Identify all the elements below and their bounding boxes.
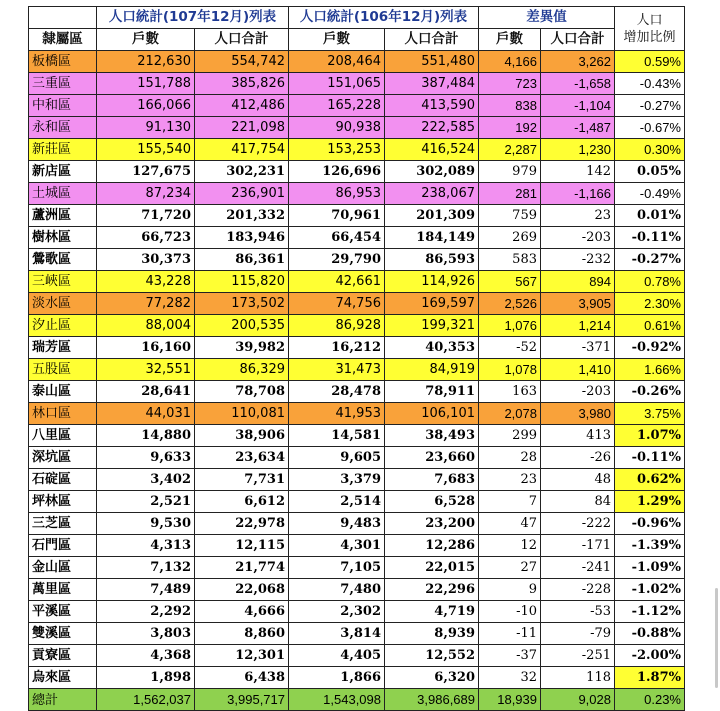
cell-households-diff: 27 [479, 557, 541, 579]
cell-population-106: 201,309 [385, 205, 479, 227]
cell-pct: -1.39% [615, 535, 685, 557]
cell-population-106: 8,939 [385, 623, 479, 645]
cell-population-diff: -1,104 [541, 95, 615, 117]
cell-households-106: 3,814 [289, 623, 385, 645]
total-population-107: 3,995,717 [195, 689, 289, 711]
header-group-106: 人口統計(106年12月)列表 [289, 7, 479, 29]
table-row [29, 161, 685, 183]
cell-pct: 0.05% [615, 161, 685, 183]
cell-population-107: 115,820 [195, 271, 289, 293]
cell-population-107: 8,860 [195, 623, 289, 645]
cell-households-107: 4,313 [97, 535, 195, 557]
cell-population-107: 38,906 [195, 425, 289, 447]
table-row [29, 293, 685, 315]
cell-population-107: 86,329 [195, 359, 289, 381]
cell-population-106: 78,911 [385, 381, 479, 403]
cell-households-107: 1,898 [97, 667, 195, 689]
cell-population-107: 22,978 [195, 513, 289, 535]
cell-pct: -1.12% [615, 601, 685, 623]
cell-households-diff: 2,287 [479, 139, 541, 161]
cell-population-107: 6,438 [195, 667, 289, 689]
cell-population-diff: -228 [541, 579, 615, 601]
cell-households-106: 66,454 [289, 227, 385, 249]
table-row [29, 117, 685, 139]
cell-population-106: 86,593 [385, 249, 479, 271]
cell-households-106: 9,605 [289, 447, 385, 469]
cell-population-diff: -1,487 [541, 117, 615, 139]
cell-households-107: 43,228 [97, 271, 195, 293]
cell-population-diff: -1,658 [541, 73, 615, 95]
table-row [29, 271, 685, 293]
population-table [28, 6, 685, 711]
header-households-107: 戶數 [97, 29, 195, 51]
cell-district: 淡水區 [29, 293, 97, 315]
cell-district: 蘆洲區 [29, 205, 97, 227]
cell-population-107: 7,731 [195, 469, 289, 491]
cell-pct: 1.07% [615, 425, 685, 447]
cell-district: 石門區 [29, 535, 97, 557]
cell-households-107: 9,530 [97, 513, 195, 535]
cell-pct: 1.29% [615, 491, 685, 513]
cell-pct: 0.61% [615, 315, 685, 337]
cell-population-diff: 1,230 [541, 139, 615, 161]
header-district: 隸屬區 [29, 29, 97, 51]
cell-district: 林口區 [29, 403, 97, 425]
cell-district: 三芝區 [29, 513, 97, 535]
cell-population-107: 200,535 [195, 315, 289, 337]
table-row [29, 249, 685, 271]
cell-pct: -0.27% [615, 95, 685, 117]
table-body [29, 51, 685, 689]
cell-population-diff: -241 [541, 557, 615, 579]
cell-population-106: 7,683 [385, 469, 479, 491]
cell-pct: 0.78% [615, 271, 685, 293]
cell-households-diff: 723 [479, 73, 541, 95]
cell-households-diff: 567 [479, 271, 541, 293]
cell-households-diff: 12 [479, 535, 541, 557]
cell-population-diff: -203 [541, 227, 615, 249]
cell-pct: -1.02% [615, 579, 685, 601]
cell-households-107: 32,551 [97, 359, 195, 381]
cell-population-107: 12,301 [195, 645, 289, 667]
table-row [29, 73, 685, 95]
cell-pct: -1.09% [615, 557, 685, 579]
table-row [29, 95, 685, 117]
cell-district: 中和區 [29, 95, 97, 117]
cell-pct: -0.11% [615, 227, 685, 249]
cell-households-diff: 759 [479, 205, 541, 227]
cell-households-107: 9,633 [97, 447, 195, 469]
cell-households-107: 87,234 [97, 183, 195, 205]
table-row [29, 337, 685, 359]
cell-households-diff: 1,076 [479, 315, 541, 337]
cell-households-106: 86,928 [289, 315, 385, 337]
cell-households-106: 1,866 [289, 667, 385, 689]
table-row [29, 227, 685, 249]
cell-households-diff: 163 [479, 381, 541, 403]
cell-households-107: 71,720 [97, 205, 195, 227]
cell-households-106: 70,961 [289, 205, 385, 227]
cell-district: 八里區 [29, 425, 97, 447]
cell-households-106: 28,478 [289, 381, 385, 403]
cell-households-diff: 838 [479, 95, 541, 117]
cell-population-106: 413,590 [385, 95, 479, 117]
cell-district: 平溪區 [29, 601, 97, 623]
cell-pct: -0.96% [615, 513, 685, 535]
cell-district: 樹林區 [29, 227, 97, 249]
cell-population-107: 417,754 [195, 139, 289, 161]
cell-population-diff: -53 [541, 601, 615, 623]
cell-district: 三重區 [29, 73, 97, 95]
cell-population-107: 23,634 [195, 447, 289, 469]
cell-population-106: 84,919 [385, 359, 479, 381]
cell-population-diff: -79 [541, 623, 615, 645]
cell-pct: -0.88% [615, 623, 685, 645]
cell-households-diff: 23 [479, 469, 541, 491]
cell-households-107: 7,132 [97, 557, 195, 579]
cell-households-106: 153,253 [289, 139, 385, 161]
cell-households-diff: 269 [479, 227, 541, 249]
cell-district: 永和區 [29, 117, 97, 139]
table-row [29, 183, 685, 205]
cell-population-diff: -203 [541, 381, 615, 403]
cell-population-diff: -371 [541, 337, 615, 359]
cell-population-106: 199,321 [385, 315, 479, 337]
cell-households-107: 28,641 [97, 381, 195, 403]
total-households-diff: 18,939 [479, 689, 541, 711]
header-population-107: 人口合計 [195, 29, 289, 51]
cell-households-106: 4,301 [289, 535, 385, 557]
cell-households-diff: -10 [479, 601, 541, 623]
cell-households-106: 74,756 [289, 293, 385, 315]
cell-population-106: 12,286 [385, 535, 479, 557]
cell-households-diff: 299 [479, 425, 541, 447]
cell-households-107: 88,004 [97, 315, 195, 337]
cell-pct: 0.59% [615, 51, 685, 73]
cell-pct: 3.75% [615, 403, 685, 425]
cell-population-107: 39,982 [195, 337, 289, 359]
cell-households-106: 9,483 [289, 513, 385, 535]
cell-population-diff: -26 [541, 447, 615, 469]
cell-pct: -0.43% [615, 73, 685, 95]
cell-households-107: 7,489 [97, 579, 195, 601]
cell-district: 三峽區 [29, 271, 97, 293]
cell-population-106: 40,353 [385, 337, 479, 359]
cell-population-107: 78,708 [195, 381, 289, 403]
table-row [29, 359, 685, 381]
cell-households-107: 44,031 [97, 403, 195, 425]
total-district: 總計 [29, 689, 97, 711]
cell-population-107: 385,826 [195, 73, 289, 95]
cell-district: 新莊區 [29, 139, 97, 161]
cell-population-106: 4,719 [385, 601, 479, 623]
cell-population-106: 222,585 [385, 117, 479, 139]
cell-population-107: 6,612 [195, 491, 289, 513]
cell-district: 泰山區 [29, 381, 97, 403]
cell-population-106: 23,200 [385, 513, 479, 535]
cell-population-107: 21,774 [195, 557, 289, 579]
total-pct: 0.23% [615, 689, 685, 711]
cell-households-106: 86,953 [289, 183, 385, 205]
header-group-107: 人口統計(107年12月)列表 [97, 7, 289, 29]
header-pct-line1: 人口 [636, 12, 663, 28]
cell-district: 瑞芳區 [29, 337, 97, 359]
cell-population-106: 38,493 [385, 425, 479, 447]
cell-population-107: 302,231 [195, 161, 289, 183]
header-population-106: 人口合計 [385, 29, 479, 51]
cell-district: 深坑區 [29, 447, 97, 469]
cell-population-106: 12,552 [385, 645, 479, 667]
cell-households-diff: 9 [479, 579, 541, 601]
cell-population-107: 86,361 [195, 249, 289, 271]
cell-households-107: 212,630 [97, 51, 195, 73]
cell-population-107: 236,901 [195, 183, 289, 205]
cell-population-diff: 894 [541, 271, 615, 293]
cell-population-107: 22,068 [195, 579, 289, 601]
cell-pct: 0.62% [615, 469, 685, 491]
cell-households-diff: 583 [479, 249, 541, 271]
table-row [29, 315, 685, 337]
cell-population-107: 110,081 [195, 403, 289, 425]
cell-households-106: 3,379 [289, 469, 385, 491]
cell-district: 金山區 [29, 557, 97, 579]
cell-population-106: 551,480 [385, 51, 479, 73]
header-households-diff: 戶數 [479, 29, 541, 51]
cell-households-106: 2,302 [289, 601, 385, 623]
header-pct [615, 7, 685, 51]
cell-population-diff: 413 [541, 425, 615, 447]
cell-households-106: 16,212 [289, 337, 385, 359]
cell-population-diff: -222 [541, 513, 615, 535]
cell-population-107: 554,742 [195, 51, 289, 73]
cell-population-diff: -1,166 [541, 183, 615, 205]
table-row [29, 513, 685, 535]
cell-households-106: 151,065 [289, 73, 385, 95]
cell-population-diff: -171 [541, 535, 615, 557]
cell-pct: -0.27% [615, 249, 685, 271]
cell-population-106: 416,524 [385, 139, 479, 161]
cell-population-diff: 3,980 [541, 403, 615, 425]
vertical-scrollbar[interactable] [715, 588, 718, 688]
cell-households-107: 155,540 [97, 139, 195, 161]
table-row [29, 425, 685, 447]
cell-district: 鶯歌區 [29, 249, 97, 271]
header-blank-cell [29, 7, 97, 29]
cell-pct: -2.00% [615, 645, 685, 667]
header-population-diff: 人口合計 [541, 29, 615, 51]
cell-population-diff: 3,262 [541, 51, 615, 73]
cell-households-107: 2,292 [97, 601, 195, 623]
table-row [29, 491, 685, 513]
cell-population-106: 6,528 [385, 491, 479, 513]
cell-households-106: 42,661 [289, 271, 385, 293]
table-row [29, 403, 685, 425]
table-row [29, 645, 685, 667]
cell-households-107: 14,880 [97, 425, 195, 447]
cell-households-106: 29,790 [289, 249, 385, 271]
cell-district: 土城區 [29, 183, 97, 205]
cell-population-107: 201,332 [195, 205, 289, 227]
population-spreadsheet [28, 6, 685, 711]
header-group-diff: 差異值 [479, 7, 615, 29]
cell-district: 萬里區 [29, 579, 97, 601]
table-row [29, 579, 685, 601]
cell-population-106: 23,660 [385, 447, 479, 469]
cell-population-diff: 118 [541, 667, 615, 689]
cell-households-107: 30,373 [97, 249, 195, 271]
cell-households-diff: 7 [479, 491, 541, 513]
cell-households-diff: 28 [479, 447, 541, 469]
cell-population-106: 387,484 [385, 73, 479, 95]
cell-pct: 0.01% [615, 205, 685, 227]
cell-households-diff: 1,078 [479, 359, 541, 381]
total-population-diff: 9,028 [541, 689, 615, 711]
cell-population-107: 221,098 [195, 117, 289, 139]
cell-households-106: 126,696 [289, 161, 385, 183]
table-row [29, 535, 685, 557]
cell-district: 新店區 [29, 161, 97, 183]
table-row [29, 557, 685, 579]
table-row [29, 205, 685, 227]
total-row [29, 689, 685, 711]
cell-households-diff: -11 [479, 623, 541, 645]
cell-households-diff: 4,166 [479, 51, 541, 73]
cell-population-diff: 23 [541, 205, 615, 227]
cell-population-diff: -232 [541, 249, 615, 271]
table-row [29, 51, 685, 73]
cell-population-diff: 84 [541, 491, 615, 513]
cell-district: 坪林區 [29, 491, 97, 513]
cell-households-107: 127,675 [97, 161, 195, 183]
cell-households-107: 4,368 [97, 645, 195, 667]
header-pct-line2: 增加比例 [623, 29, 676, 45]
cell-district: 烏來區 [29, 667, 97, 689]
cell-pct: -0.92% [615, 337, 685, 359]
cell-households-106: 7,105 [289, 557, 385, 579]
cell-population-106: 22,015 [385, 557, 479, 579]
cell-pct: -0.26% [615, 381, 685, 403]
cell-households-106: 7,480 [289, 579, 385, 601]
cell-pct: -0.11% [615, 447, 685, 469]
cell-population-106: 22,296 [385, 579, 479, 601]
cell-households-diff: 47 [479, 513, 541, 535]
cell-households-106: 2,514 [289, 491, 385, 513]
table-row [29, 469, 685, 491]
cell-population-diff: -251 [541, 645, 615, 667]
cell-households-107: 3,803 [97, 623, 195, 645]
cell-district: 五股區 [29, 359, 97, 381]
cell-households-107: 2,521 [97, 491, 195, 513]
cell-pct: 2.30% [615, 293, 685, 315]
cell-households-107: 77,282 [97, 293, 195, 315]
cell-population-107: 173,502 [195, 293, 289, 315]
cell-population-diff: 142 [541, 161, 615, 183]
table-row [29, 381, 685, 403]
total-households-106: 1,543,098 [289, 689, 385, 711]
cell-district: 板橋區 [29, 51, 97, 73]
cell-population-107: 183,946 [195, 227, 289, 249]
cell-households-diff: 2,526 [479, 293, 541, 315]
cell-district: 雙溪區 [29, 623, 97, 645]
cell-population-diff: 3,905 [541, 293, 615, 315]
cell-district: 貢寮區 [29, 645, 97, 667]
cell-households-106: 90,938 [289, 117, 385, 139]
cell-population-diff: 1,214 [541, 315, 615, 337]
cell-district: 石碇區 [29, 469, 97, 491]
total-population-106: 3,986,689 [385, 689, 479, 711]
cell-households-107: 16,160 [97, 337, 195, 359]
cell-population-106: 184,149 [385, 227, 479, 249]
cell-households-diff: -37 [479, 645, 541, 667]
cell-pct: 1.66% [615, 359, 685, 381]
table-row [29, 623, 685, 645]
cell-households-diff: 979 [479, 161, 541, 183]
cell-households-106: 14,581 [289, 425, 385, 447]
cell-households-106: 31,473 [289, 359, 385, 381]
cell-households-107: 91,130 [97, 117, 195, 139]
cell-population-diff: 1,410 [541, 359, 615, 381]
cell-population-107: 4,666 [195, 601, 289, 623]
cell-population-106: 6,320 [385, 667, 479, 689]
cell-population-107: 12,115 [195, 535, 289, 557]
cell-population-106: 238,067 [385, 183, 479, 205]
table-row [29, 667, 685, 689]
total-households-107: 1,562,037 [97, 689, 195, 711]
cell-households-106: 208,464 [289, 51, 385, 73]
header-households-106: 戶數 [289, 29, 385, 51]
table-row [29, 139, 685, 161]
cell-pct: 1.87% [615, 667, 685, 689]
cell-district: 汐止區 [29, 315, 97, 337]
cell-households-106: 4,405 [289, 645, 385, 667]
cell-population-107: 412,486 [195, 95, 289, 117]
cell-households-diff: 192 [479, 117, 541, 139]
cell-pct: -0.67% [615, 117, 685, 139]
cell-pct: -0.49% [615, 183, 685, 205]
cell-population-106: 114,926 [385, 271, 479, 293]
cell-households-diff: -52 [479, 337, 541, 359]
cell-population-106: 169,597 [385, 293, 479, 315]
cell-households-106: 165,228 [289, 95, 385, 117]
table-row [29, 601, 685, 623]
table-row [29, 447, 685, 469]
cell-population-106: 106,101 [385, 403, 479, 425]
cell-households-107: 66,723 [97, 227, 195, 249]
cell-households-107: 3,402 [97, 469, 195, 491]
cell-households-107: 151,788 [97, 73, 195, 95]
cell-households-diff: 281 [479, 183, 541, 205]
cell-households-diff: 2,078 [479, 403, 541, 425]
cell-pct: 0.30% [615, 139, 685, 161]
cell-population-diff: 48 [541, 469, 615, 491]
cell-households-107: 166,066 [97, 95, 195, 117]
cell-households-diff: 32 [479, 667, 541, 689]
cell-population-106: 302,089 [385, 161, 479, 183]
cell-households-106: 41,953 [289, 403, 385, 425]
